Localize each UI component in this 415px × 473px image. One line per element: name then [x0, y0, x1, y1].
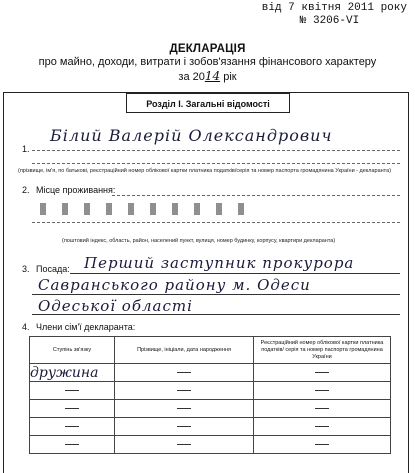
declaration-year [0, 69, 415, 83]
table-cell [254, 400, 391, 418]
item-1-caption: (прізвище, ім'я, по батькові, реєстраційний номер облікової картки платника податків/серія та номер паспорта громадянина України - декларанта) [18, 168, 392, 174]
table-cell [115, 436, 254, 454]
item-2-caption: (поштовий індекс, область, район, населений пункт, вулиця, номер будинку, корпусу, квартири декларанта) [62, 238, 336, 244]
document-subtitle: про майно, доходи, витрати і зобов'язання фінансового характеру [38, 56, 377, 68]
item-1-line [32, 150, 400, 151]
position-handwritten-line-1: Перший заступник прокурора [84, 254, 355, 272]
item-1-number: 1. [22, 144, 30, 154]
item-2-line-1 [112, 195, 400, 196]
table-cell [115, 382, 254, 400]
table-cell [254, 418, 391, 436]
residence-redacted-handwriting [40, 203, 260, 215]
item-3-number: 3. [22, 264, 30, 274]
position-line-1 [70, 273, 400, 274]
column-header-relation: Ступінь зв'язку [30, 337, 115, 364]
table-cell [254, 436, 391, 454]
table-cell [30, 382, 115, 400]
table-row [30, 436, 391, 454]
item-4-number: 4. [22, 322, 30, 332]
table-cell [115, 400, 254, 418]
table-cell [30, 400, 115, 418]
table-cell [30, 436, 115, 454]
table-cell [115, 364, 254, 382]
column-header-name: Прізвище, ініціали, дата народження [115, 337, 254, 364]
law-reference [262, 2, 407, 28]
table-row [30, 400, 391, 418]
declarant-name-handwritten: Білий Валерій Олександрович [50, 126, 333, 145]
table-cell [254, 364, 391, 382]
year-prefix: за 20 [178, 71, 205, 83]
table-cell [254, 382, 391, 400]
position-label: Посада: [36, 264, 70, 274]
position-handwritten-line-3: Одеської області [38, 297, 193, 315]
family-members-label: Члени сім'ї декларанта: [36, 322, 136, 332]
position-handwritten-line-2: Савранського району м. Одеси [38, 276, 311, 294]
section-title: Розділ І. Загальні відомості [126, 93, 290, 113]
table-header-row [30, 337, 391, 364]
law-reference-date: від 7 квітня 2011 року [261, 2, 407, 14]
column-header-tax-id: Реєстраційний номер облікової картки платника податків/ серія та номер паспорта громадянина України [254, 337, 391, 364]
year-suffix: рік [220, 71, 237, 83]
item-2-line-2 [32, 222, 400, 223]
item-1-line-2 [32, 163, 400, 164]
family-members-table [29, 336, 391, 454]
table-cell [30, 418, 115, 436]
position-line-2 [32, 294, 400, 295]
year-handwritten: 14 [204, 69, 221, 83]
residence-label: Місце проживання: [36, 185, 116, 195]
relation-handwritten: дружина [30, 364, 99, 381]
document-title: ДЕКЛАРАЦІЯ [169, 43, 246, 55]
table-row [30, 382, 391, 400]
position-line-3 [32, 314, 400, 315]
table-row [30, 418, 391, 436]
table-cell [115, 418, 254, 436]
item-2-number: 2. [22, 185, 30, 195]
law-reference-number: № 3206-VI [299, 15, 360, 27]
table-row [30, 364, 391, 382]
